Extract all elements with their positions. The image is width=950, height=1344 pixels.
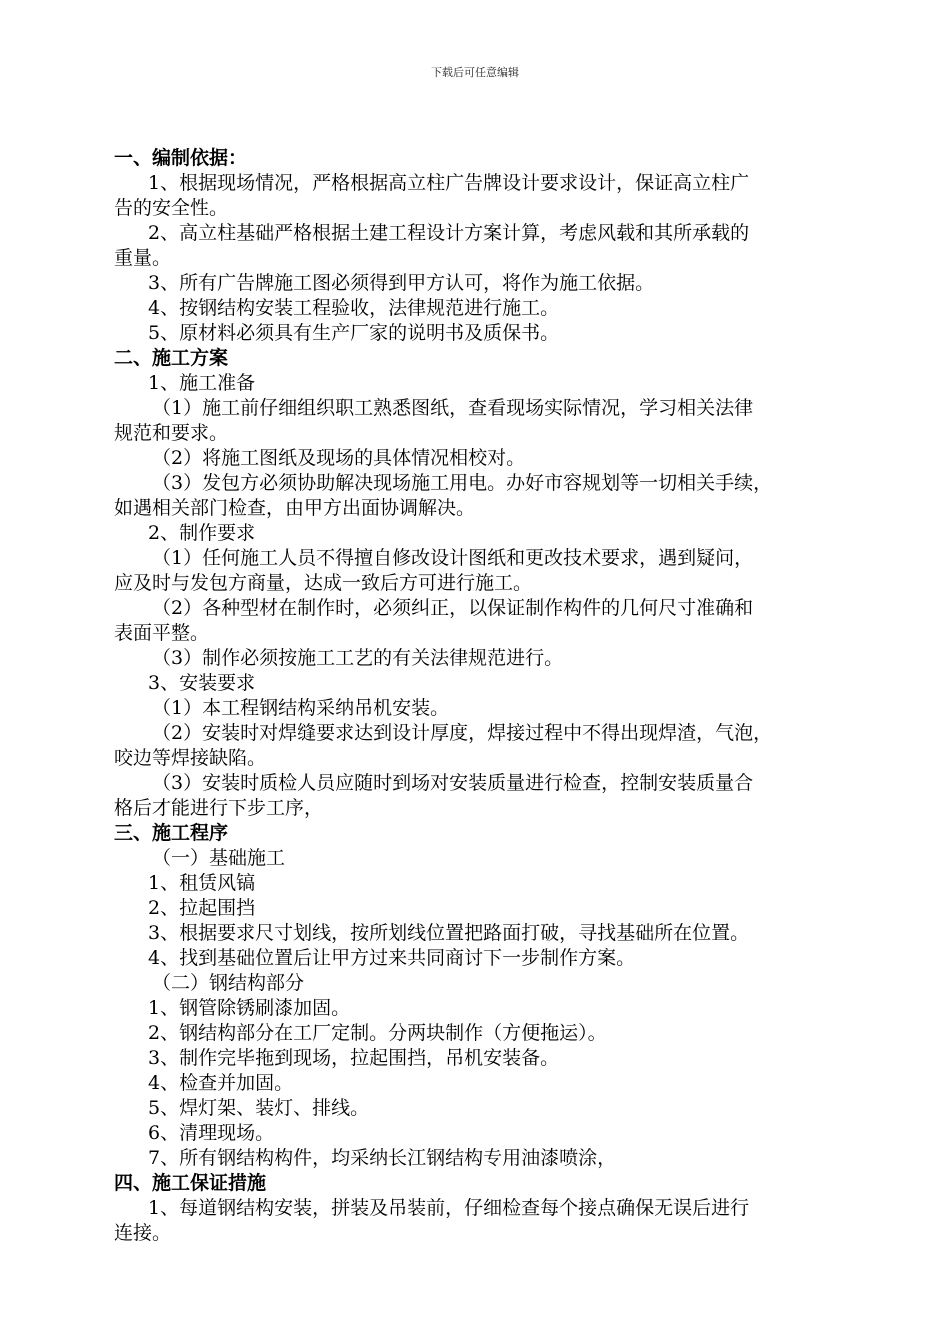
paragraph-line: 格后才能进行下步工序， (114, 797, 324, 819)
paragraph-line: 1、钢管除锈刷漆加固。 (148, 997, 351, 1019)
paragraph-line: 2、高立柱基础严格根据土建工程设计方案计算，考虑风载和其所承载的 (148, 222, 750, 244)
paragraph-line: 5、焊灯架、装灯、排线。 (148, 1097, 370, 1119)
paragraph-line: 1、每道钢结构安装，拼装及吊装前，仔细检查每个接点确保无误后进行 (148, 1197, 750, 1219)
paragraph-line: 1、施工准备 (148, 372, 256, 394)
paragraph-line: （3）发包方必须协助解决现场施工用电。办好市容规划等一切相关手续， (152, 472, 773, 494)
paragraph-line: 告的安全性。 (114, 197, 229, 219)
paragraph-line: 3、所有广告牌施工图必须得到甲方认可，将作为施工依据。 (148, 272, 655, 294)
paragraph-line: 2、制作要求 (148, 522, 256, 544)
paragraph-line: （3）制作必须按施工工艺的有关法律规范进行。 (152, 647, 564, 669)
paragraph-line: 表面平整。 (114, 622, 210, 644)
paragraph-line: 1、租赁风镐 (148, 872, 256, 894)
paragraph-line: 规范和要求。 (114, 422, 229, 444)
document-body (114, 146, 874, 1246)
paragraph-line: （1）本工程钢结构采纳吊机安装。 (152, 697, 450, 719)
paragraph-line: 重量。 (114, 247, 172, 269)
paragraph-line: （2）各种型材在制作时，必须纠正，以保证制作构件的几何尺寸准确和 (152, 597, 754, 619)
paragraph-line: 5、原材料必须具有生产厂家的说明书及质保书。 (148, 322, 560, 344)
paragraph-line: （3）安装时质检人员应随时到场对安装质量进行检查，控制安装质量合 (152, 772, 754, 794)
paragraph-line: 4、按钢结构安装工程验收，法律规范进行施工。 (148, 297, 560, 319)
paragraph-line: 咬边等焊接缺陷。 (114, 747, 267, 769)
paragraph-line: 1、根据现场情况，严格根据高立柱广告牌设计要求设计，保证高立柱广 (148, 172, 750, 194)
section-heading: 三、施工程序 (114, 822, 229, 844)
paragraph-line: （1）任何施工人员不得擅自修改设计图纸和更改技术要求，遇到疑问， (152, 547, 754, 569)
paragraph-line: 3、根据要求尺寸划线，按所划线位置把路面打破，寻找基础所在位置。 (148, 922, 750, 944)
paragraph-line: 7、所有钢结构构件，均采纳长江钢结构专用油漆喷涂， (148, 1147, 617, 1169)
paragraph-line: 如遇相关部门检查，由甲方出面协调解决。 (114, 497, 476, 519)
paragraph-line: 3、制作完毕拖到现场，拉起围挡，吊机安装备。 (148, 1047, 560, 1069)
section-heading: 一、编制依据： (114, 147, 248, 169)
paragraph-line: 6、清理现场。 (148, 1122, 275, 1144)
paragraph-line: 4、检查并加固。 (148, 1072, 294, 1094)
paragraph-line: （2）安装时对焊缝要求达到设计厚度，焊接过程中不得出现焊渣，气泡， (152, 722, 773, 744)
paragraph-line: （2）将施工图纸及现场的具体情况相校对。 (152, 447, 526, 469)
page-header: 下载后可任意编辑 (431, 66, 519, 79)
section-heading: 二、施工方案 (114, 347, 229, 369)
paragraph-line: 3、安装要求 (148, 672, 256, 694)
paragraph-line: （二）钢结构部分 (152, 972, 305, 994)
paragraph-line: 2、拉起围挡 (148, 897, 256, 919)
section-heading: 四、施工保证措施 (114, 1172, 267, 1194)
paragraph-line: 2、钢结构部分在工厂定制。分两块制作（方便拖运）。 (148, 1022, 607, 1044)
paragraph-line: （1）施工前仔细组织职工熟悉图纸，查看现场实际情况，学习相关法律 (152, 397, 754, 419)
paragraph-line: 连接。 (114, 1222, 172, 1244)
paragraph-line: 应及时与发包方商量，达成一致后方可进行施工。 (114, 572, 533, 594)
paragraph-line: 4、找到基础位置后让甲方过来共同商讨下一步制作方案。 (148, 947, 636, 969)
paragraph-line: （一）基础施工 (152, 847, 286, 869)
